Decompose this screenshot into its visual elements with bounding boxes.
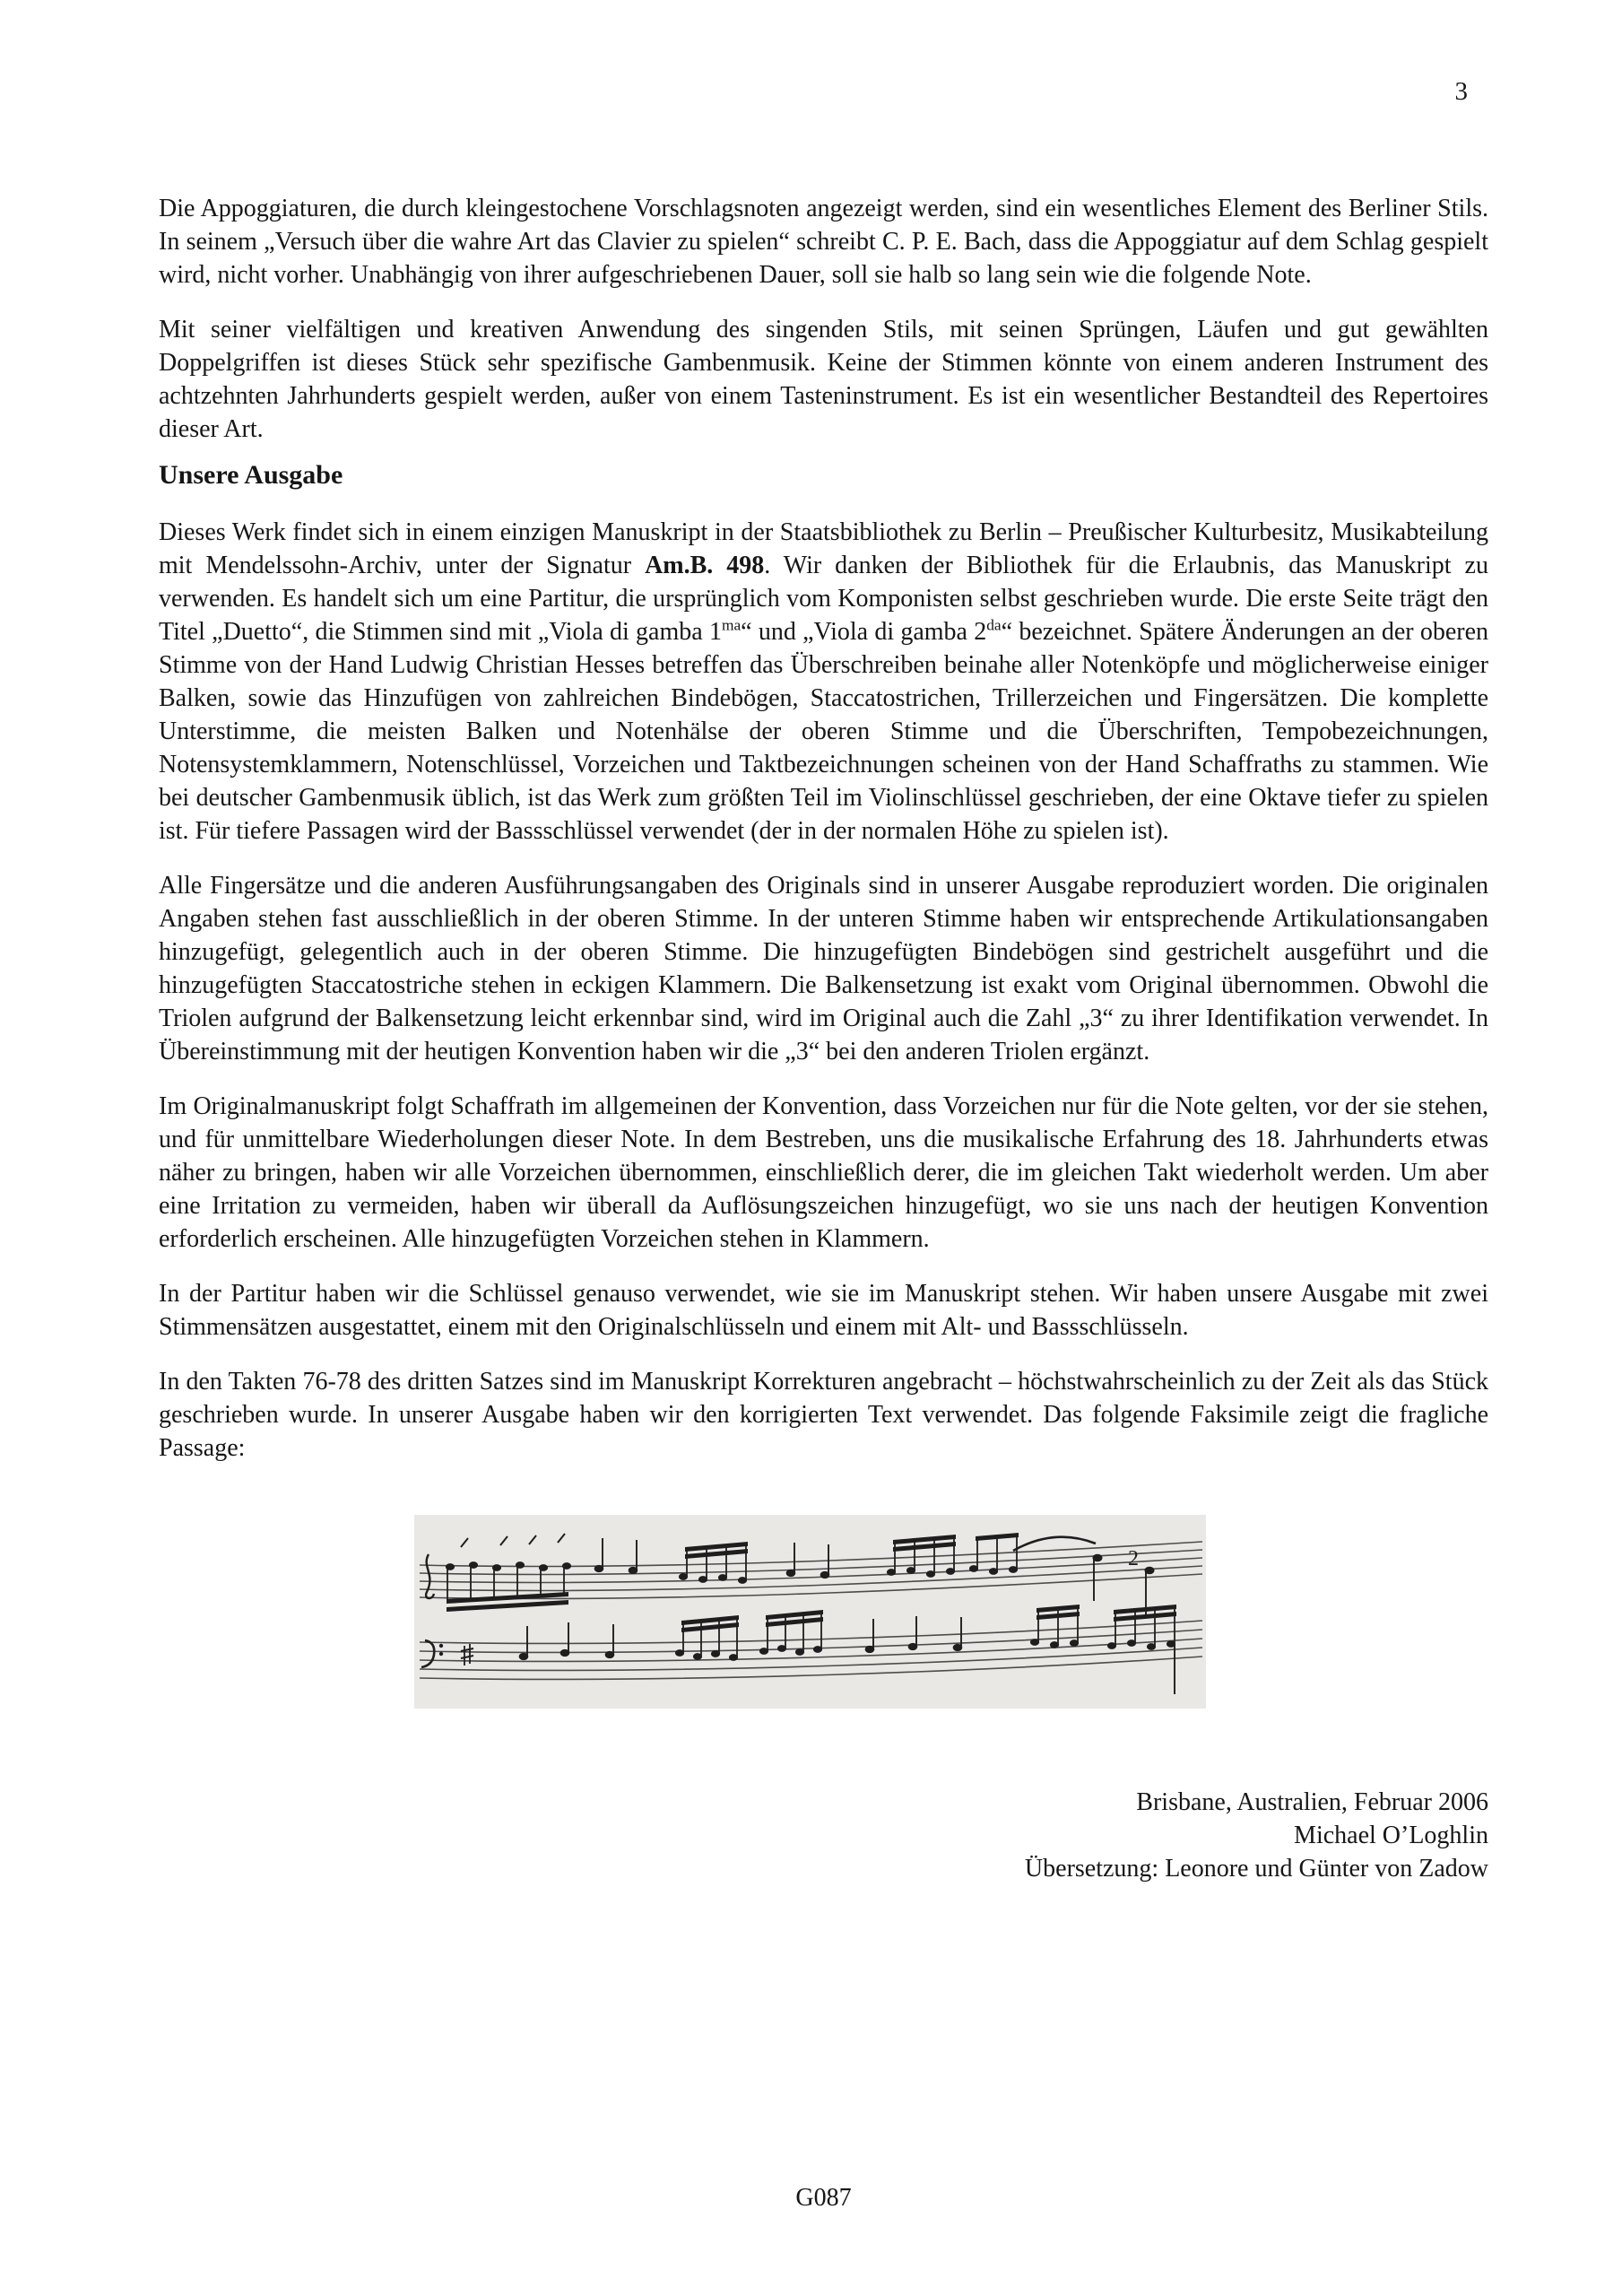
- music-facsimile-image: [414, 1515, 1206, 1709]
- paragraph-vorzeichen: Im Originalmanuskript folgt Schaffrath im allgemeinen der Konvention, dass Vorzeichen nur für die Note gelten, vor der sie stehen, und für unmittelbare Wiederholungen dieser Note. In dem Bestreben, uns die musikalische Erfahrung des 18. Jahrhunderts etwas näher zu bringen, haben wir alle Vorzeichen übernommen, einschließlich derer, die im gleichen Takt wiederholt werden. Um aber eine Irritation zu vermeiden, haben wir überall da Auflösungszeichen hinzugefügt, wo sie uns nach der heutigen Konvention erforderlich erscheinen. Alle hinzugefügten Vorzeichen stehen in Klammern.: [159, 1092, 1488, 1253]
- document-body: [159, 192, 1488, 1885]
- paragraph-schluessel: In der Partitur haben wir die Schlüssel genauso verwendet, wie sie im Manuskript stehen. Wir haben unsere Ausgabe mit zwei Stimmensätzen ausgestattet, einem mit den Originalschlüsseln und einem mit Alt- und Bassschlüsseln.: [159, 1280, 1488, 1341]
- music-facsimile-svg: [414, 1515, 1206, 1709]
- section-heading-unsere-ausgabe: Unsere Ausgabe: [159, 460, 343, 490]
- paragraph-gambenmusik: Mit seiner vielfältigen und kreativen Anwendung des singenden Stils, mit seinen Sprüngen, Läufen und gut gewählten Doppelgriffen ist dieses Stück sehr spezifische Gambenmusik. Keine der Stimmen könnte von einem anderen Instrument des achtzehnten Jahrhunderts gespielt werden, außer von einem Tasteninstrument. Es ist ein wesentlicher Bestandteil des Repertoires dieser Art.: [159, 316, 1488, 443]
- paragraph-korrekturen: In den Takten 76-78 des dritten Satzes sind im Manuskript Korrekturen angebracht – höchstwahrscheinlich zu der Zeit als das Stück geschrieben wurde. In unserer Ausgabe haben wir den korrigierten Text verwendet. Das folgende Faksimile zeigt die fragliche Passage:: [159, 1368, 1488, 1462]
- paragraph-fingersaetze: Alle Fingersätze und die anderen Ausführungsangaben des Originals sind in unserer Ausgabe reproduziert worden. Die originalen Angaben stehen fast ausschließlich in der oberen Stimme. In der unteren Stimme haben wir entsprechende Artikulationsangaben hinzugefügt, gelegentlich auch in der oberen Stimme. Die hinzugefügten Bindebögen sind gestrichelt ausgeführt und die hinzugefügten Staccatostriche stehen in eckigen Klammern. Die Balkensetzung ist exakt vom Original übernommen. Obwohl die Triolen aufgrund der Balkensetzung leicht erkennbar sind, wird im Original auch die Zahl „3“ zu ihrer Identifikation verwendet. In Übereinstimmung mit der heutigen Konvention haben wir die „3“ bei den anderen Triolen ergänzt.: [159, 872, 1488, 1065]
- signature-author: Michael O’Loghlin: [1294, 1822, 1488, 1849]
- page-number: 3: [1454, 77, 1468, 106]
- signature-place-date: Brisbane, Australien, Februar 2006: [1136, 1788, 1488, 1816]
- signature-block: [159, 1786, 1488, 1885]
- paragraph-appoggiaturen: Die Appoggiaturen, die durch kleingestochene Vorschlagsnoten angezeigt werden, sind ein wesentliches Element des Berliner Stils. In seinem „Versuch über die wahre Art das Clavier zu spielen“ schreibt C. P. E. Bach, dass die Appoggiatur auf dem Schlag gespielt wird, nicht vorher. Unabhängig von ihrer aufgeschriebenen Dauer, soll sie halb so lang sein wie die folgende Note.: [159, 195, 1488, 289]
- facsimile-digit-2: 2: [1128, 1547, 1139, 1570]
- paragraph-manuskript-quelle: Dieses Werk findet sich in einem einzigen Manuskript in der Staatsbibliothek zu Berlin – Preußischer Kulturbesitz, Musikabteilung mit Mendelssohn-Archiv, unter der Signatur Am.B. 498. Wir danken der Bibliothek für die Erlaubnis, das Manuskript zu verwenden. Es handelt sich um eine Partitur, die ursprünglich vom Komponisten selbst geschrieben wurde. Die erste Seite trägt den Titel „Duetto“, die Stimmen sind mit „Viola di gamba $1^{ma}“$ und „Viola di gamba $2^{da}“$ bezeichnet. Spätere Änderungen an der oberen Stimme von der Hand Ludwig Christian Hesses betreffen das Überschreiben beinahe aller Notenköpfe und möglicherweise einiger Balken, sowie das Hinzufügen von zahlreichen Bindebögen, Staccatostrichen, Trillerzeichen und Fingersätzen. Die komplette Unterstimme, die meisten Balken und Notenhälse der oberen Stimme und die Überschriften, Tempobezeichnungen, Notensystemklammern, Notenschlüssel, Vorzeichen und Taktbezeichnungen scheinen von der Hand Schaffraths zu stammen. Wie bei deutscher Gambenmusik üblich, ist das Werk zum größten Teil im Violinschlüssel geschrieben, der eine Oktave tiefer zu spielen ist. Für tiefere Passagen wird der Bassschlüssel verwendet (der in der normalen Höhe zu spielen ist).: [159, 518, 1489, 845]
- signature-translators: Übersetzung: Leonore und Günter von Zadow: [1024, 1855, 1488, 1883]
- footer-plate-number: G087: [795, 2184, 852, 2212]
